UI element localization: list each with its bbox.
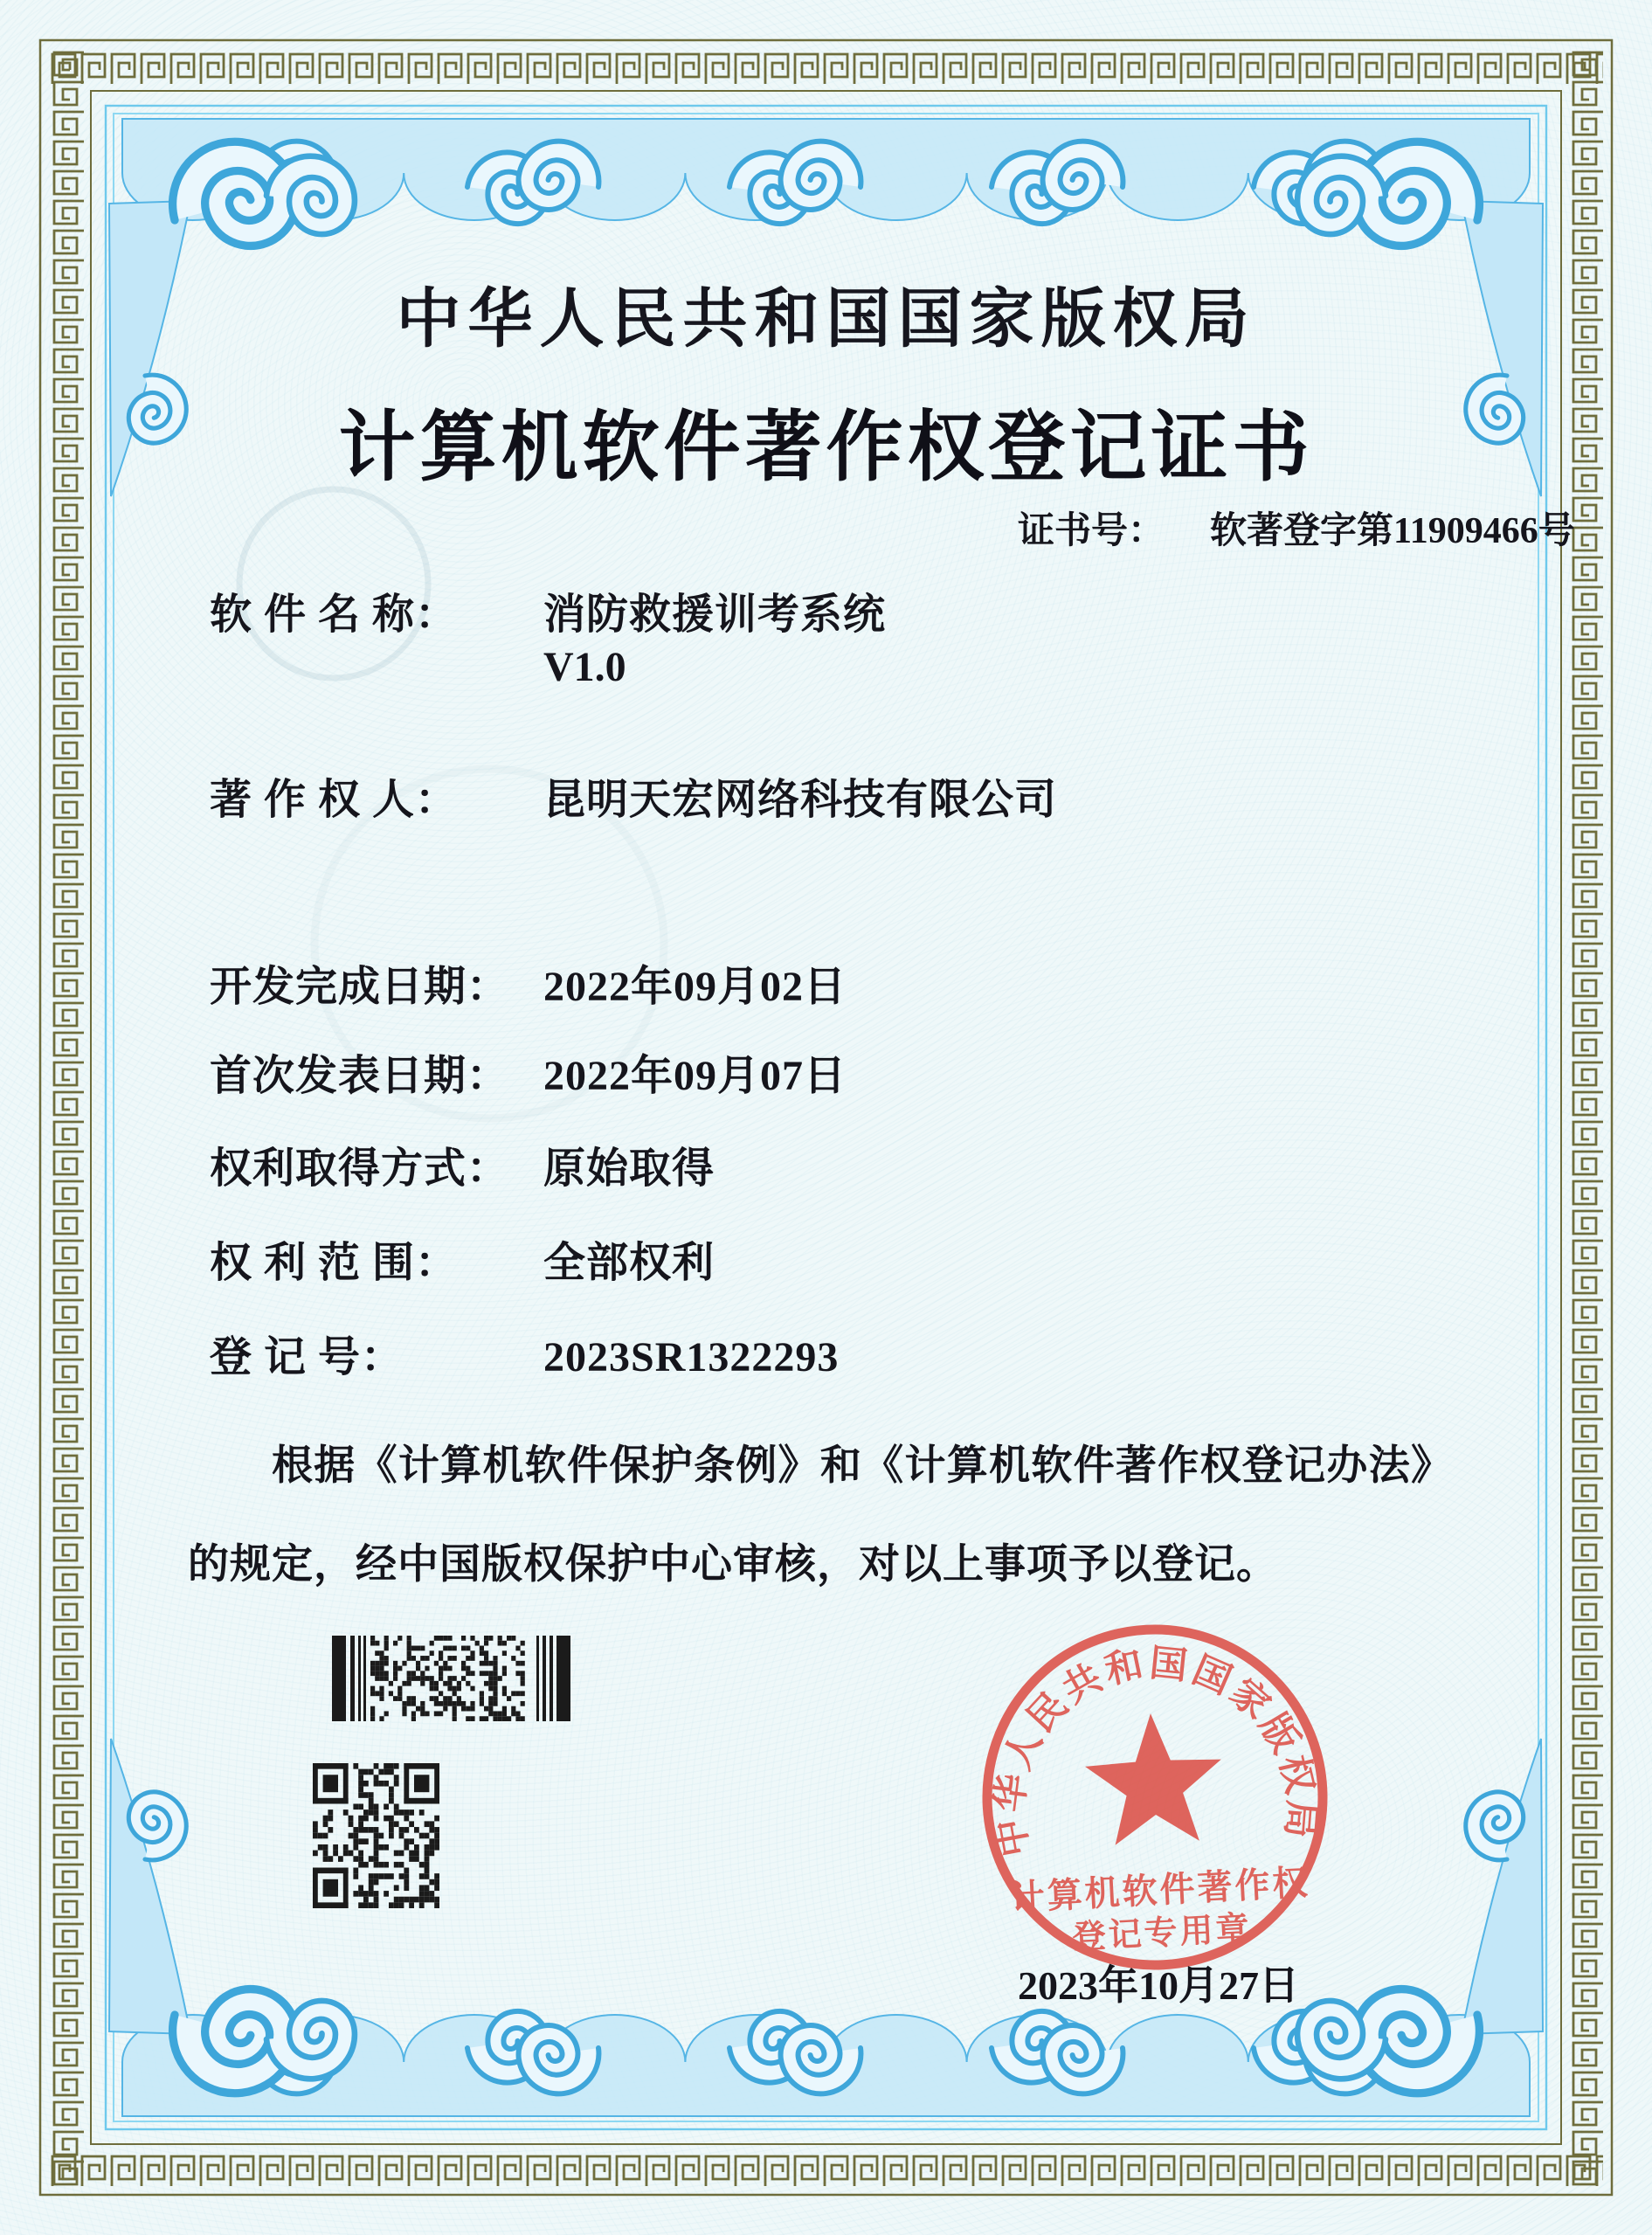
field-registration-number	[210, 1323, 839, 1383]
field-dev-complete-date	[210, 952, 847, 1013]
certificate-number-value: 软著登字第11909466号	[1210, 511, 1575, 551]
greek-key-band-top	[49, 49, 1603, 84]
field-label: 首次发表日期：	[210, 1053, 510, 1099]
issuing-authority-title: 中华人民共和国国家版权局	[396, 284, 1256, 356]
field-value: 消防救援训考系统	[543, 592, 887, 638]
field-value: 全部权利	[543, 1240, 715, 1286]
field-label: 著 作 权 人：	[210, 777, 459, 823]
qr-code-modules	[313, 1763, 439, 1908]
barcode-bars	[332, 1636, 570, 1721]
greek-key-band-bottom	[49, 2151, 1603, 2186]
field-value: 2023SR1322293	[543, 1334, 840, 1380]
certificate-title: 计算机软件著作权登记证书	[338, 406, 1314, 491]
registration-statement: 根据《计算机软件保护条例》和《计算机软件著作权登记办法》的规定，经中国版权保护中心审核，对以上事项予以登记。	[188, 1443, 1453, 1588]
issue-date: 2023年10月27日	[1018, 1963, 1299, 2008]
field-label: 权 利 范 围：	[210, 1240, 459, 1286]
field-rights-scope	[210, 1228, 715, 1289]
field-label: 开发完成日期：	[210, 964, 510, 1010]
certificate-number-label: 证书号：	[1018, 511, 1165, 551]
field-label: 权利取得方式：	[210, 1145, 510, 1192]
seal-text-line2: 登记专用章	[1071, 1910, 1253, 1957]
barcode	[332, 1636, 570, 1721]
field-value: 昆明天宏网络科技有限公司	[543, 777, 1058, 823]
greek-key-band-left	[49, 49, 84, 2186]
field-value: 2022年09月07日	[543, 1053, 847, 1099]
field-software-version: V1.0	[543, 644, 626, 690]
field-copyright-owner	[210, 765, 1057, 826]
field-rights-acquisition	[210, 1134, 715, 1194]
field-value: 原始取得	[543, 1145, 715, 1192]
field-first-publish-date	[210, 1041, 847, 1102]
seal-ring-text: 中华人民共和国国家版权局	[989, 1643, 1322, 1860]
certificate-number-line	[1018, 502, 1575, 554]
official-seal	[971, 1612, 1338, 1988]
greek-key-band-right	[1568, 49, 1603, 2186]
seal-text-line1: 计算机软件著作权	[1008, 1862, 1311, 1918]
field-label: 登 记 号：	[210, 1334, 404, 1380]
field-software-name	[210, 580, 886, 640]
qr-code	[313, 1763, 439, 1908]
seal-star-icon	[1082, 1710, 1226, 1846]
outer-border-line	[40, 40, 1612, 2195]
field-label: 软 件 名 称：	[210, 592, 459, 638]
field-value: 2022年09月02日	[543, 964, 847, 1010]
